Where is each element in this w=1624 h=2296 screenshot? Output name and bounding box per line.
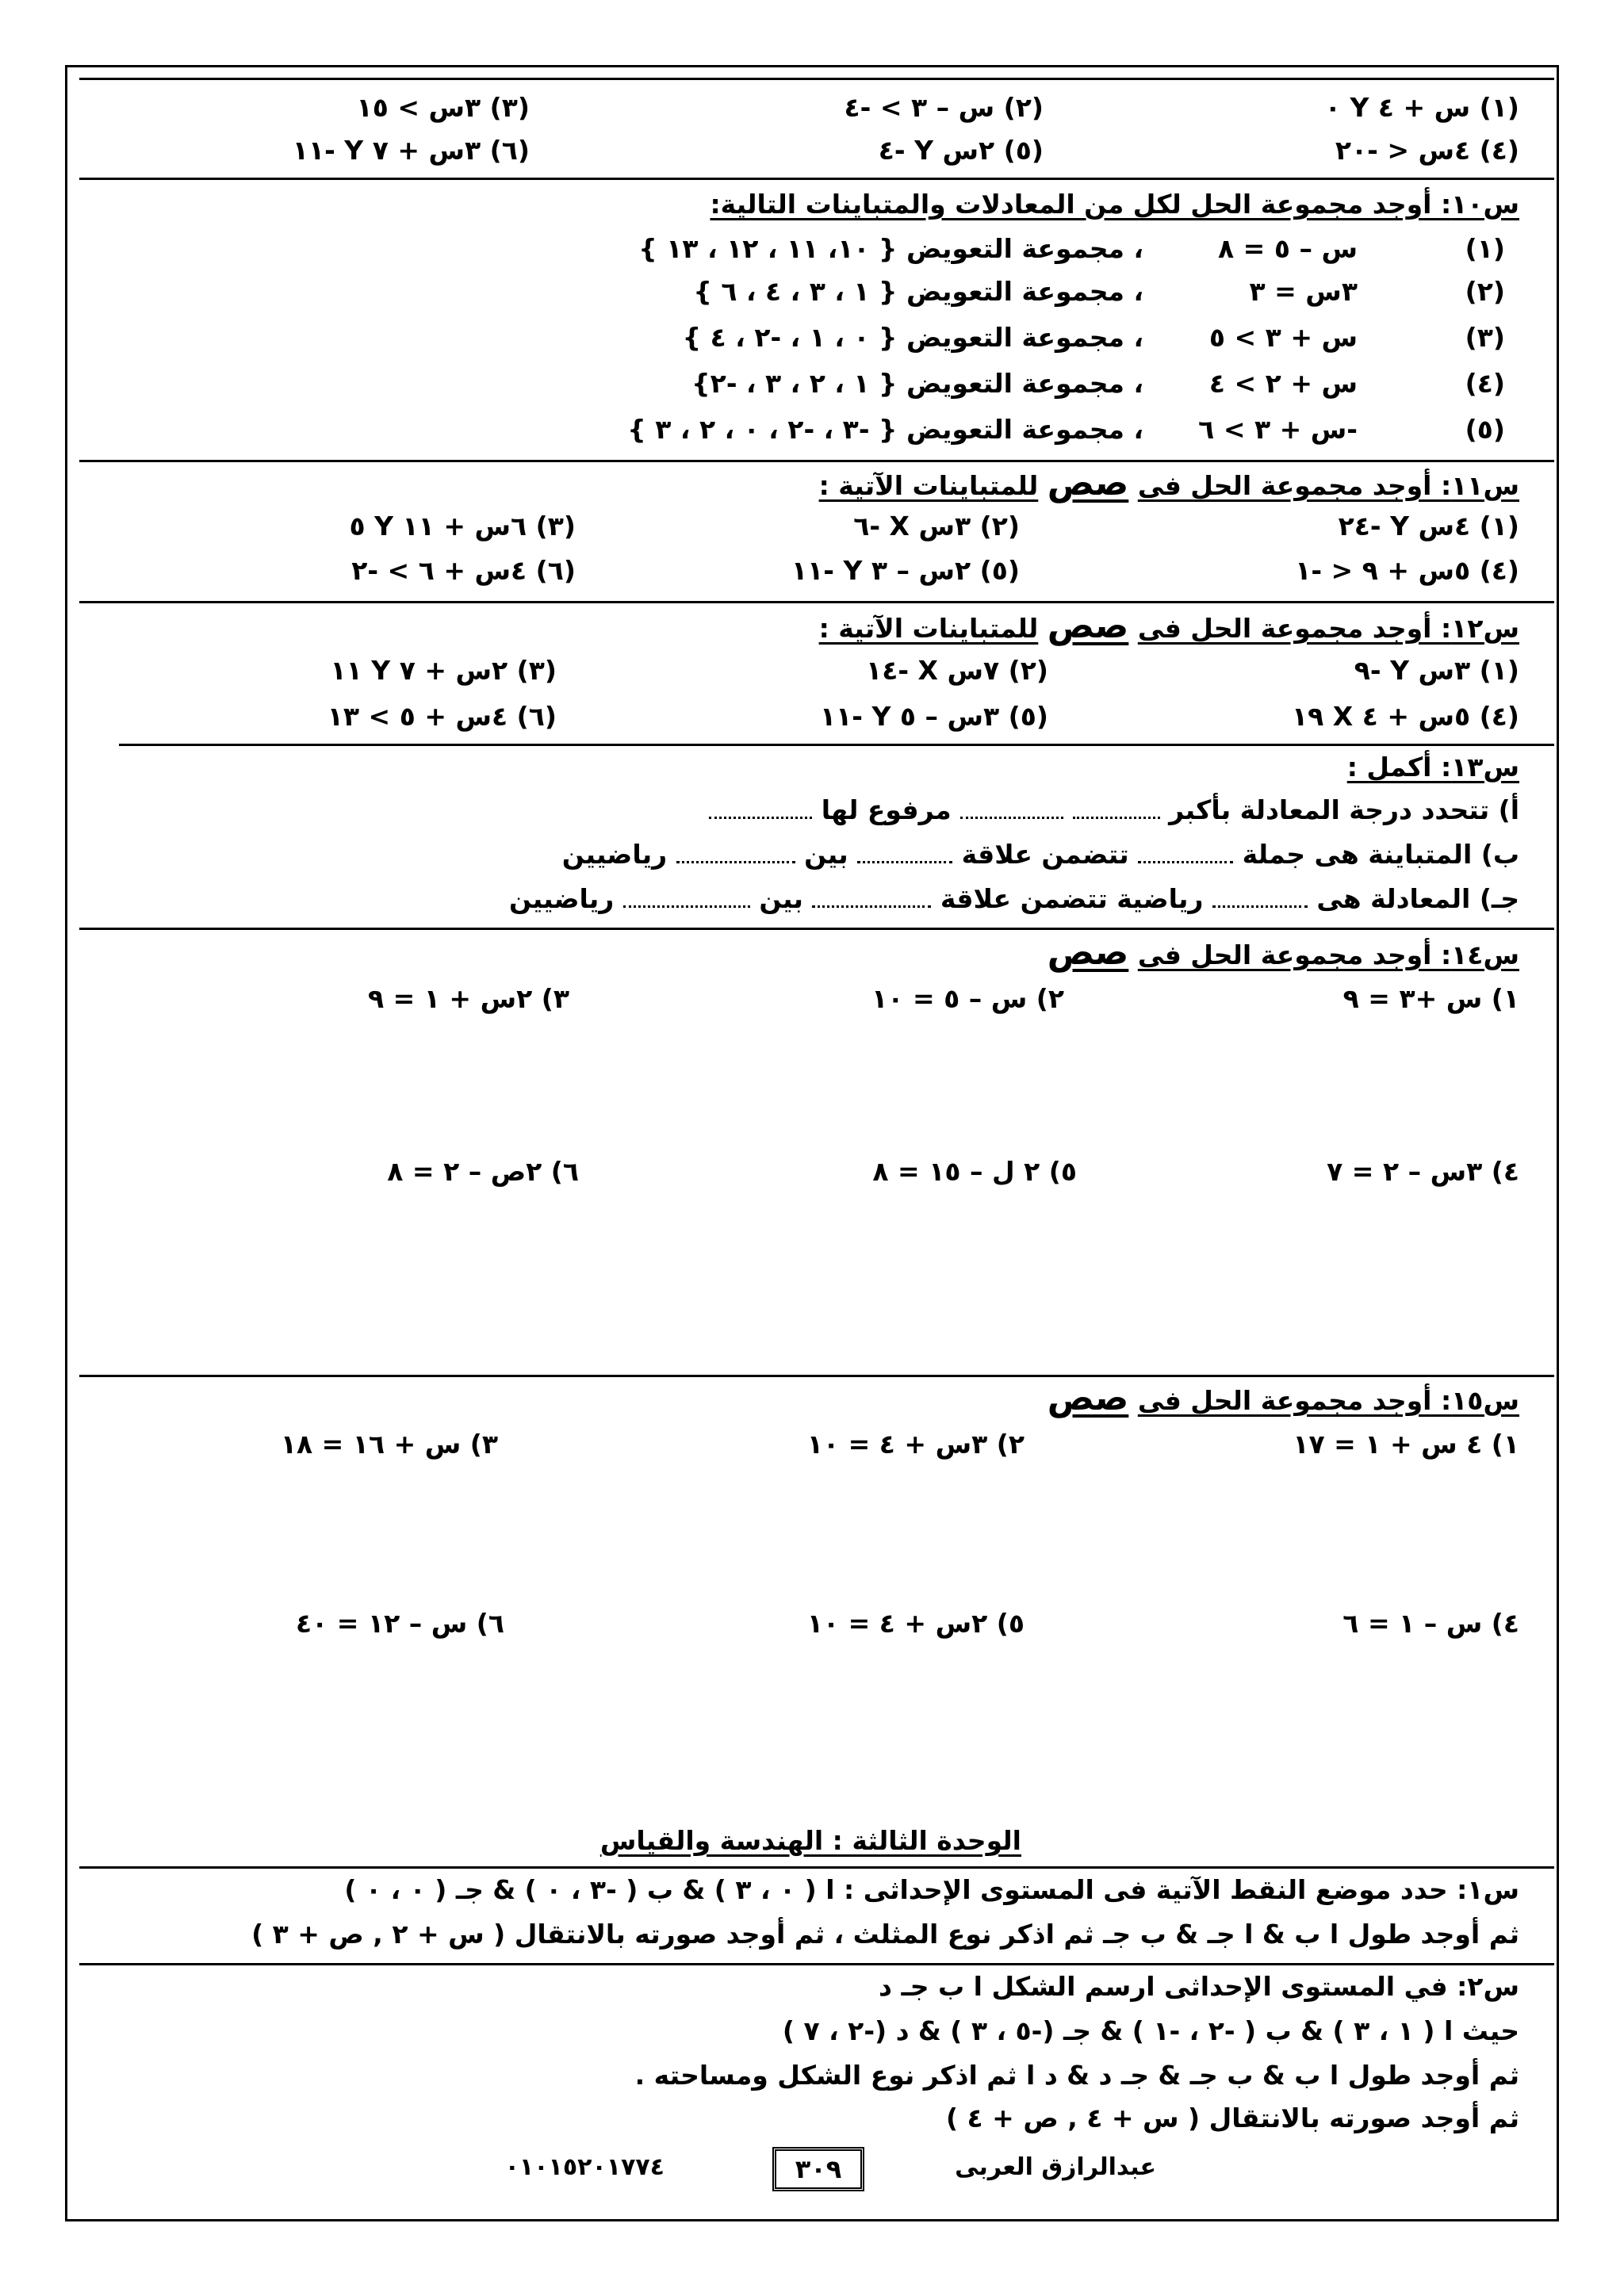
q12-item-5: (٥) ٣س – ٥ Y -١١	[819, 701, 1048, 732]
q13-c-part-2: رياضية تتضمن علاقة	[940, 883, 1204, 914]
q14-title-prefix: س١٤: أوجد مجموعة الحل فى	[1137, 939, 1519, 970]
q15-title-prefix: س١٥: أوجد مجموعة الحل فى	[1137, 1385, 1519, 1416]
q13-a-part-1: أ) تتحدد درجة المعادلة بأكبر	[1169, 794, 1519, 825]
q12-item-1: (١) ٣س Y -٩	[1354, 655, 1519, 686]
q10-set-2: ، مجموعة التعويض { ١ ، ٣ ، ٤ ، ٦ }	[693, 276, 1143, 307]
blank-c-3[interactable]	[623, 886, 750, 908]
blank-c-2[interactable]	[812, 886, 931, 908]
q10-num-3: (٣)	[1465, 322, 1505, 353]
q13-line-c	[509, 882, 1519, 916]
q15-title-big: صص	[1047, 1378, 1129, 1418]
q11-item-5: (٥) ٢س – ٣ Y -١١	[791, 555, 1020, 586]
blank-a-1[interactable]	[1073, 798, 1160, 819]
q10-expr-1: س – ٥ = ٨	[1218, 233, 1358, 264]
q10-set-1: ، مجموعة التعويض { ١٠، ١١ ، ١٢ ، ١٣ }	[638, 233, 1143, 264]
q15-rule	[79, 1375, 1554, 1377]
top-item-4: (٤) ٤س < -٢٠	[1335, 135, 1519, 166]
q14-item-5: ٥) ٢ ل – ١٥ = ٨	[872, 1156, 1077, 1187]
g2-rule	[79, 1963, 1554, 1965]
q13-a-part-2: مرفوع لها	[821, 794, 952, 825]
q15-item-6: ٦) س – ١٢ = ٤٠	[296, 1608, 504, 1639]
q13-b-part-3: بين	[804, 839, 848, 870]
q12-item-3: (٣) ٢س + ٧ Y ١١	[330, 655, 557, 686]
q10-set-3: ، مجموعة التعويض { ٠ ، ١ ، -٢ ، ٤ }	[682, 322, 1143, 353]
q13-c-part-1: جـ) المعادلة هى	[1316, 883, 1519, 914]
unit-title: الوحدة الثالثة : الهندسة والقياس	[599, 1825, 1021, 1856]
page-number: ٣٠٩	[795, 2154, 842, 2184]
q15-item-4: ٤) س – ١ = ٦	[1342, 1608, 1519, 1639]
q14-item-2: ٢) س – ٥ = ١٠	[871, 983, 1064, 1014]
footer-phone: ٠١٠١٥٢٠١٧٧٤	[504, 2153, 665, 2181]
q12-title-suffix: للمتباينات الآتية :	[818, 613, 1039, 644]
page-number-box	[772, 2147, 864, 2191]
q10-expr-2: ٣س = ٣	[1249, 276, 1358, 307]
q10-num-5: (٥)	[1465, 414, 1505, 445]
blank-b-1[interactable]	[1138, 842, 1233, 863]
q10-num-2: (٢)	[1465, 276, 1505, 307]
q12-item-4: (٤) ٥س + ٤ X ١٩	[1291, 701, 1519, 732]
q14-title	[1047, 932, 1519, 973]
q10-expr-3: س + ٣ > ٥	[1208, 322, 1358, 353]
g2-line-1: س٢: في المستوى الإحداثى ارسم الشكل ا ب جـ د	[879, 1971, 1519, 2002]
q15-item-2: ٢) ٣س + ٤ = ١٠	[806, 1429, 1025, 1460]
q13-title: س١٣: أكمل :	[1346, 752, 1519, 783]
g1-rule	[79, 1866, 1554, 1869]
q13-b-part-4: رياضيين	[561, 839, 668, 870]
q11-title-prefix: س١١: أوجد مجموعة الحل فى	[1137, 470, 1519, 501]
q14-item-3: ٣) ٢س + ١ = ٩	[367, 983, 569, 1014]
q10-num-1: (١)	[1465, 233, 1505, 264]
q15-item-5: ٥) ٢س + ٤ = ١٠	[806, 1608, 1025, 1639]
q10-rule	[79, 178, 1554, 180]
q11-item-4: (٤) ٥س + ٩ < -١	[1295, 555, 1519, 586]
g2-line-3: ثم أوجد طول ا ب & ب جـ & جـ د & د ا ثم اذكر نوع الشكل ومساحته .	[634, 2060, 1519, 2091]
blank-a-3[interactable]	[709, 798, 812, 819]
q10-expr-4: س + ٢ > ٤	[1208, 368, 1358, 399]
g2-line-4: ثم أوجد صورته بالانتقال ( س + ٤ , ص + ٤ )	[945, 2103, 1519, 2133]
blank-b-2[interactable]	[857, 842, 952, 863]
q11-rule	[79, 460, 1554, 462]
q10-set-5: ، مجموعة التعويض { -٣ ، -٢ ، ٠ ، ٢ ، ٣ }	[627, 414, 1143, 445]
q11-title-big: صص	[1047, 463, 1129, 503]
q12-title-prefix: س١٢: أوجد مجموعة الحل فى	[1137, 613, 1519, 644]
q11-item-2: (٢) ٣س X -٦	[853, 511, 1020, 541]
q13-b-part-1: ب) المتباينة هى جملة	[1242, 839, 1519, 870]
blank-a-2[interactable]	[960, 798, 1063, 819]
q10-expr-5: -س + ٣ > ٦	[1198, 414, 1358, 445]
q13-c-part-3: بين	[759, 883, 803, 914]
top-item-3: (٣) ٣س > ١٥	[356, 92, 530, 123]
blank-b-3[interactable]	[676, 842, 795, 863]
top-item-6: (٦) ٣س + ٧ Y -١١	[292, 135, 530, 166]
q13-line-a	[709, 793, 1519, 828]
q14-item-4: ٤) ٣س – ٢ = ٧	[1327, 1156, 1519, 1187]
q12-item-2: (٢) ٧س X -١٤	[866, 655, 1048, 686]
blank-c-1[interactable]	[1212, 886, 1308, 908]
top-item-2: (٢) س – ٣ > -٤	[844, 92, 1044, 123]
q12-rule	[79, 601, 1554, 603]
q14-rule	[79, 928, 1554, 930]
top-rule	[79, 78, 1554, 80]
q14-item-1: ١) س +٣ = ٩	[1342, 983, 1519, 1014]
q13-c-part-4: رياضيين	[509, 883, 615, 914]
q13-rule	[119, 744, 1554, 746]
q14-item-6: ٦) ٢ص – ٢ = ٨	[387, 1156, 579, 1187]
footer-author: عبدالرازق العربى	[955, 2153, 1156, 2181]
q15-item-3: ٣) س + ١٦ = ١٨	[280, 1429, 498, 1460]
q13-line-b	[562, 837, 1519, 872]
q11-item-6: (٦) ٤س + ٦ > -٢	[351, 555, 576, 586]
g2-line-2: حيث ا ( ١ ، ٣ ) & ب ( -٢ ، -١ ) & جـ (-٥ ، ٣ ) & د (-٢ ، ٧ )	[782, 2015, 1519, 2046]
q11-title	[818, 463, 1519, 503]
q12-item-6: (٦) ٤س + ٥ > ١٣	[327, 701, 557, 732]
q10-title: س١٠: أوجد مجموعة الحل لكل من المعادلات والمتباينات التالية:	[710, 189, 1519, 220]
q15-title	[1047, 1378, 1519, 1418]
q11-item-1: (١) ٤س Y -٢٤	[1338, 511, 1519, 541]
q12-title-big: صص	[1047, 606, 1129, 646]
q10-set-4: ، مجموعة التعويض { ١ ، ٢ ، ٣ ، -٢}	[691, 368, 1143, 399]
q14-title-big: صص	[1047, 932, 1129, 973]
q11-item-3: (٣) ٦س + ١١ Y ٥	[349, 511, 576, 541]
top-item-5: (٥) ٢س Y -٤	[878, 135, 1044, 166]
g1-line-2: ثم أوجد طول ا ب & ا جـ & ب جـ ثم اذكر نوع المثلث ، ثم أوجد صورته بالانتقال ( س + ٢ , ص + ٣ )	[251, 1919, 1519, 1950]
top-item-1: (١) س + ٤ Y ٠	[1324, 92, 1519, 123]
q13-b-part-2: تتضمن علاقة	[961, 839, 1129, 870]
g1-line-1: س١: حدد موضع النقط الآتية فى المستوى الإحداثى : ا ( ٠ ، ٣ ) & ب ( -٣ ، ٠ ) & جـ ( ٠ ، ٠ )	[344, 1874, 1519, 1905]
q12-title	[818, 606, 1519, 646]
q11-title-suffix: للمتباينات الآتية :	[818, 470, 1039, 501]
q10-num-4: (٤)	[1465, 368, 1505, 399]
q15-item-1: ١) ٤ س + ١ = ١٧	[1293, 1429, 1519, 1460]
